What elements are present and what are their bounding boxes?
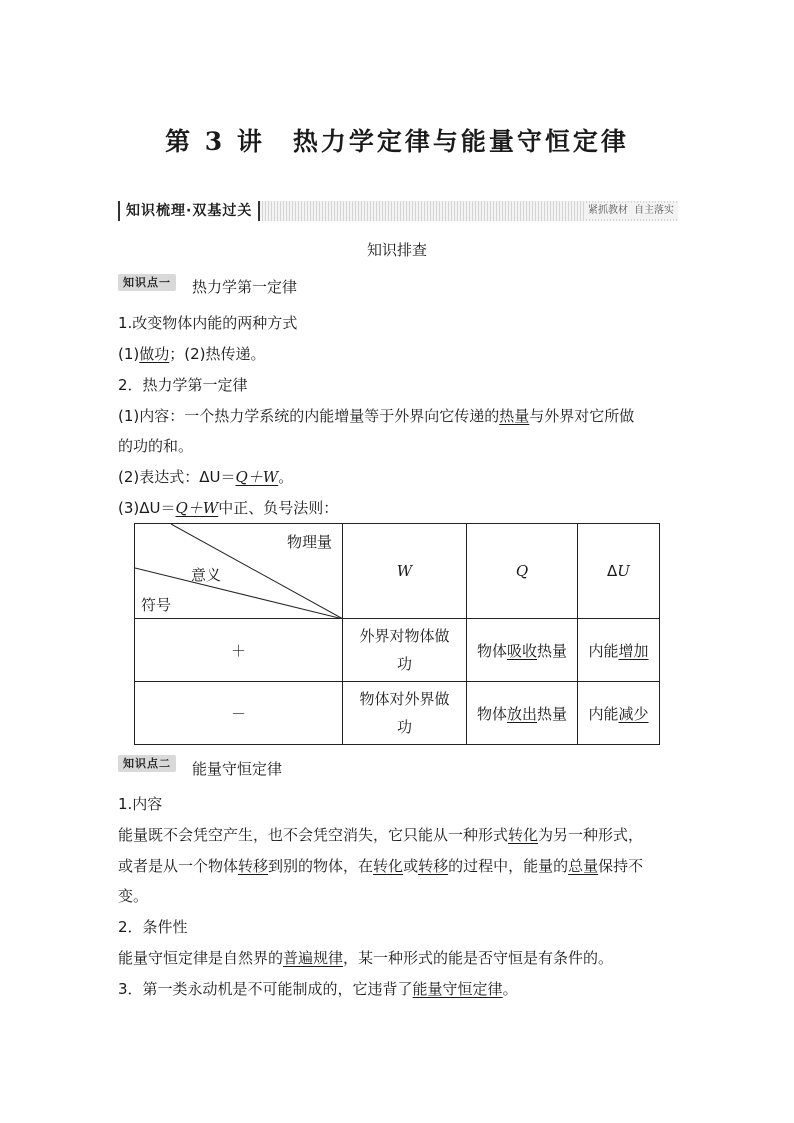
row-du-cell: [578, 682, 660, 745]
page-title: 第 3 讲 热力学定律与能量守恒定律: [165, 127, 629, 156]
banner-tag-2: 自主落实: [634, 205, 674, 216]
table-row: [135, 682, 660, 745]
table-header-row: [135, 524, 660, 619]
text-segment: (2)表达式：ΔU＝: [118, 468, 236, 486]
kp1-item2-heading: 2．热力学第一定律: [118, 376, 248, 394]
row-q-cell: [467, 619, 578, 682]
text-segment: 保持不: [598, 857, 644, 875]
answer-underline: 做功: [139, 345, 170, 363]
answer-underline: 减少: [618, 704, 649, 723]
text-segment: 热量: [537, 704, 568, 723]
cell-line: 功: [396, 655, 412, 673]
kp1-item2-content-line1: [118, 406, 634, 426]
kp2-paragraph-line1: [118, 825, 643, 845]
text-segment: (1): [118, 345, 140, 363]
sign-rule-table: [134, 523, 660, 745]
text-segment: 或者是从一个物体: [118, 857, 239, 875]
answer-underline: Q＋W: [175, 499, 219, 517]
col-header-q: Q: [467, 524, 578, 619]
row-w-cell: [343, 619, 467, 682]
row-sign: ＋: [135, 619, 343, 682]
kp1-item2-expression: [118, 467, 293, 487]
kp2-paragraph-line3: 变。: [118, 887, 149, 905]
table-row: [135, 619, 660, 682]
kp1-badge: 知识点一: [118, 274, 176, 291]
kp2-paragraph-line2: [118, 856, 643, 876]
text-segment: 。: [278, 468, 294, 486]
text-segment: 与外界对它所做: [529, 407, 635, 425]
kp1-item2-content-line2: 的功的和。: [118, 437, 194, 455]
kp2-item2-heading: 2．条件性: [118, 918, 188, 936]
banner-left-label: 知识梳理·双基过关: [118, 201, 260, 221]
cell-line: 功: [396, 718, 412, 736]
diag-label-mid: 意义: [191, 566, 222, 584]
kp2-condition-line: [118, 948, 613, 968]
banner-right-labels: [584, 203, 678, 219]
text-segment: 3．第一类永动机是不可能制成的，它违背了: [118, 980, 413, 998]
col-header-du: ΔU: [578, 524, 660, 619]
answer-underline: 转移: [238, 857, 269, 875]
answer-underline: 总量: [568, 857, 599, 875]
text-segment: 能量守恒定律是自然界的: [118, 949, 284, 967]
answer-underline: 转化: [373, 857, 404, 875]
kp1-item1-heading: 1.改变物体内能的两种方式: [118, 314, 298, 332]
text-segment: 能量既不会凭空产生，也不会凭空消失，它只能从一种形式: [118, 826, 509, 844]
text-segment: 物体: [476, 641, 507, 660]
row-du-cell: [578, 619, 660, 682]
answer-underline: 增加: [618, 641, 649, 660]
banner-tag-1: 紧抓教材: [588, 205, 628, 216]
answer-underline: 热量: [499, 407, 530, 425]
text-segment: ，某一种形式的能是否守恒是有条件的。: [343, 949, 614, 967]
text-segment: 内能: [588, 704, 619, 723]
kp1-item2-sign-rule: [118, 498, 338, 518]
kp1-title: 热力学第一定律: [192, 278, 298, 296]
answer-underline: 吸收: [506, 641, 537, 660]
text-segment: 或: [403, 857, 419, 875]
answer-underline: 放出: [506, 704, 537, 723]
text-segment: 中正、负号法则：: [218, 499, 339, 517]
kp2-item1-heading: 1.内容: [118, 795, 163, 813]
answer-underline: 转化: [508, 826, 539, 844]
text-segment: ；(2)热传递。: [169, 345, 266, 363]
text-segment: 热量: [537, 641, 568, 660]
cell-line: 物体对外界做: [359, 690, 450, 708]
kp1-item1-line: [118, 344, 266, 364]
kp2-item3-line: [118, 979, 518, 999]
row-q-cell: [467, 682, 578, 745]
u-symbol: U: [617, 562, 630, 580]
text-segment: (3)ΔU＝: [118, 499, 176, 517]
kp2-title: 能量守恒定律: [192, 760, 283, 778]
text-segment: (1)内容：一个热力学系统的内能增量等于外界向它传递的: [118, 407, 500, 425]
section-banner: [118, 201, 678, 221]
text-segment: 的过程中，能量的: [448, 857, 569, 875]
answer-underline: Q＋W: [235, 468, 279, 486]
text-segment: 为另一种形式，: [538, 826, 644, 844]
diag-label-top: 物理量: [287, 533, 333, 551]
text-segment: 。: [502, 980, 518, 998]
kp2-badge: 知识点二: [118, 755, 176, 772]
diagonal-header-cell: [135, 524, 343, 619]
answer-underline: 转移: [418, 857, 449, 875]
row-w-cell: [343, 682, 467, 745]
diag-label-bottom: 符号: [141, 596, 172, 614]
cell-line: 外界对物体做: [359, 627, 450, 645]
section-heading: 知识排查: [366, 241, 427, 259]
text-segment: 物体: [476, 704, 507, 723]
text-segment: 内能: [588, 641, 619, 660]
answer-underline: 能量守恒定律: [412, 980, 503, 998]
col-header-w: W: [343, 524, 467, 619]
text-segment: 到别的物体，在: [268, 857, 374, 875]
answer-underline: 普遍规律: [283, 949, 344, 967]
row-sign: －: [135, 682, 343, 745]
